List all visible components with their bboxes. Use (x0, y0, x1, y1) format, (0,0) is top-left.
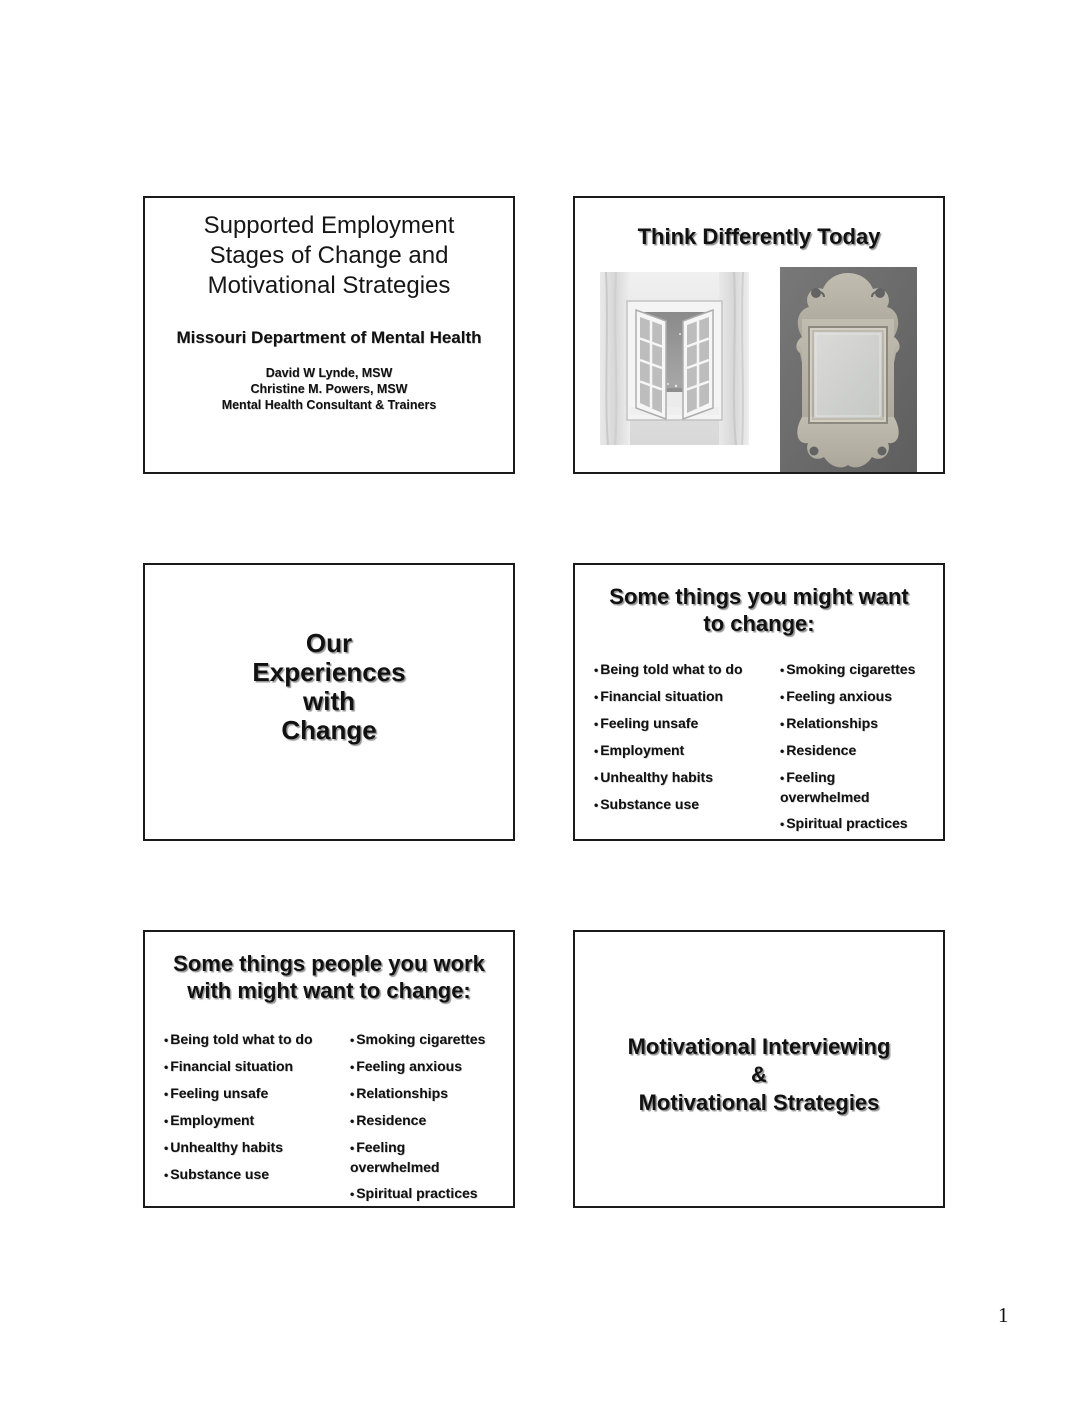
slide-1-title-line: Supported Employment (203, 212, 455, 239)
slide-3-title-line: Change (281, 715, 377, 745)
bullet-label: Being told what to do (600, 661, 743, 677)
bullet-label: Substance use (600, 796, 700, 812)
bullet-label: Feeling anxious (786, 688, 893, 704)
slide-6-motivational-interviewing (573, 930, 945, 1208)
bullet-item (164, 1165, 329, 1185)
bullet-icon: • (164, 1087, 169, 1101)
open-window-photo (600, 272, 749, 445)
bullet-item (350, 1030, 486, 1050)
bullet-label: Financial situation (170, 1058, 294, 1074)
slide-1-title-line: Stages of Change and (209, 242, 449, 269)
slide-3-our-experiences (143, 563, 515, 841)
bullet-item (780, 660, 916, 680)
bullet-icon: • (164, 1033, 169, 1047)
bullet-icon: • (780, 817, 785, 831)
bullet-icon: • (594, 663, 599, 677)
bullet-label: Feeling anxious (356, 1058, 463, 1074)
bullet-label: Employment (600, 742, 685, 758)
slide-1-subtitle: Missouri Department of Mental Health (176, 328, 482, 347)
bullet-item (350, 1184, 486, 1204)
bullet-item (594, 768, 759, 788)
slide-3-title-line: with (303, 686, 355, 716)
slide-5-title (145, 950, 513, 1004)
bullet-icon: • (780, 663, 785, 677)
bullet-icon: • (780, 690, 785, 704)
bullet-item (594, 660, 759, 680)
bullet-item (164, 1030, 329, 1050)
slide-1-title (145, 211, 513, 301)
bullet-icon: • (594, 744, 599, 758)
bullet-item (780, 741, 916, 761)
author-line: David W Lynde, MSW (265, 366, 393, 380)
slide-3-title (145, 629, 513, 745)
bullet-icon: • (164, 1060, 169, 1074)
bullet-icon: • (780, 744, 785, 758)
bullet-icon: • (350, 1033, 355, 1047)
bullet-icon: • (350, 1114, 355, 1128)
bullet-item (594, 687, 759, 707)
bullet-label: Unhealthy habits (600, 769, 713, 785)
bullet-icon: • (350, 1187, 355, 1201)
slide-4-title (575, 583, 943, 637)
bullet-item (594, 714, 759, 734)
bullet-label: Feeling overwhelmed (350, 1139, 440, 1175)
bullet-icon: • (164, 1114, 169, 1128)
bullet-icon: • (164, 1168, 169, 1182)
slide-2-title: Think Differently Today (637, 224, 881, 249)
bullet-icon: • (594, 771, 599, 785)
slide-1-title-slide (143, 196, 515, 474)
bullet-label: Residence (786, 742, 857, 758)
slide-5-things-people-change (143, 930, 515, 1208)
bullet-item (164, 1138, 329, 1158)
slide-3-title-line: Our (305, 628, 353, 658)
slide-5-bullets-left (164, 1030, 329, 1192)
bullet-label: Residence (356, 1112, 427, 1128)
bullet-label: Employment (170, 1112, 255, 1128)
bullet-icon: • (594, 717, 599, 731)
bullet-item (780, 814, 916, 834)
bullet-icon: • (164, 1141, 169, 1155)
ornate-mirror-photo (780, 267, 917, 474)
bullet-item (164, 1057, 329, 1077)
author-line: Mental Health Consultant & Trainers (221, 398, 437, 412)
bullet-item (350, 1138, 486, 1177)
bullet-icon: • (780, 717, 785, 731)
slide-5-title-line: Some things people you work (173, 951, 485, 976)
bullet-label: Spiritual practices (786, 815, 908, 831)
page-number: 1 (998, 1303, 1009, 1327)
slide-6-title-line: Motivational Interviewing (627, 1034, 891, 1059)
slide-2-think-differently (573, 196, 945, 474)
bullet-item (594, 795, 759, 815)
bullet-label: Relationships (786, 715, 878, 731)
slide-4-title-line: Some things you might want (609, 584, 909, 609)
slide-4-things-you-change (573, 563, 945, 841)
bullet-label: Feeling unsafe (600, 715, 699, 731)
bullet-item (594, 741, 759, 761)
bullet-label: Being told what to do (170, 1031, 313, 1047)
bullet-label: Unhealthy habits (170, 1139, 283, 1155)
bullet-icon: • (594, 798, 599, 812)
bullet-label: Smoking cigarettes (786, 661, 916, 677)
slide-1-title-line: Motivational Strategies (207, 272, 451, 299)
bullet-icon: • (780, 771, 785, 785)
slide-4-bullets-right (780, 660, 916, 841)
slide-1-authors (145, 365, 513, 413)
bullet-item (350, 1111, 486, 1131)
bullet-label: Smoking cigarettes (356, 1031, 486, 1047)
bullet-label: Feeling overwhelmed (780, 769, 870, 805)
slide-4-title-line: to change: (703, 611, 815, 636)
slide-3-title-line: Experiences (252, 657, 406, 687)
bullet-label: Substance use (170, 1166, 270, 1182)
slide-5-bullets-right (350, 1030, 486, 1208)
author-line: Christine M. Powers, MSW (250, 382, 408, 396)
slide-4-bullets-left (594, 660, 759, 822)
bullet-item (350, 1057, 486, 1077)
slide-6-title-line: & (751, 1062, 767, 1087)
slide-5-title-line: with might want to change: (187, 978, 471, 1003)
bullet-item (780, 714, 916, 734)
bullet-label: Spiritual practices (356, 1185, 478, 1201)
bullet-icon: • (350, 1141, 355, 1155)
slide-6-title-line: Motivational Strategies (638, 1090, 880, 1115)
bullet-icon: • (594, 690, 599, 704)
bullet-item (780, 687, 916, 707)
bullet-item (780, 768, 916, 807)
bullet-icon: • (350, 1060, 355, 1074)
bullet-item (164, 1111, 329, 1131)
bullet-item (350, 1084, 486, 1104)
bullet-label: Feeling unsafe (170, 1085, 269, 1101)
slide-6-title (575, 1033, 943, 1117)
bullet-icon: • (350, 1087, 355, 1101)
bullet-label: Relationships (356, 1085, 448, 1101)
bullet-label: Financial situation (600, 688, 724, 704)
bullet-item (164, 1084, 329, 1104)
